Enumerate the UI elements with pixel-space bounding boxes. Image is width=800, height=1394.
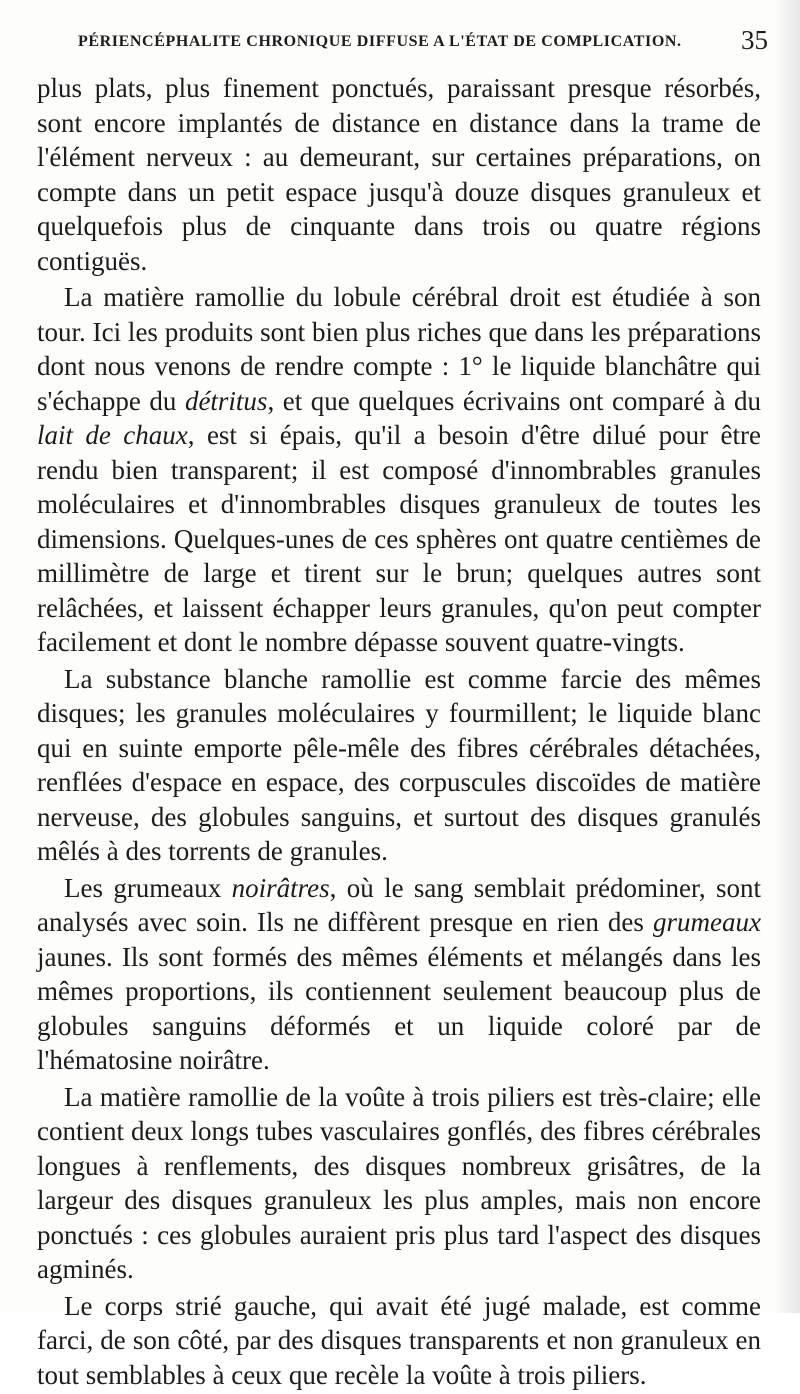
text-run: , est si épais, qu'il a besoin d'être dilué pour être rendu bien transparent; il est composé d'innombrables granules moléculaires et d'innombrables disques granuleux de toutes les dimensions. Quelques-unes de ces sphères ont quatre centièmes de millimètre de large et tirent sur le brun; quelques autres sont relâchées, et laissent échapper leurs granules, qu'on peut compter facilement et dont le nombre dépasse souvent quatre-vingts.	[37, 420, 761, 657]
text-run: plus plats, plus finement ponctués, paraissant presque résorbés, sont encore implantés de distance en distance dans la trame de l'élément nerveux : au demeurant, sur certaines préparations, on compte dans un petit espace jusqu'à douze disques granuleux et quelquefois plus de cinquante dans trois ou quatre régions contiguës.	[37, 73, 761, 276]
text-run: La matière ramollie du lobule cérébral droit est étudiée à son tour. Ici les produits sont bien plus riches que dans les préparations dont nous venons de rendre compte : 1° le liquide blanchâtre qui s'échappe du	[37, 282, 761, 416]
italic-term: lait de chaux	[37, 420, 188, 450]
paragraph	[37, 280, 761, 660]
text-run: Les grumeaux	[64, 872, 232, 903]
paragraph	[37, 1080, 761, 1287]
text-run: Le corps strié gauche, qui avait été jugé malade, est comme farci, de son côté, par des disques transparents et non granuleux en tout semblables à ceux que recèle la voûte à trois piliers.	[37, 1290, 761, 1390]
text-run: , où le sang semblait prédominer, sont analysés avec soin. Ils ne diffèrent presque en rien des	[37, 872, 761, 937]
page-edge-shadow	[774, 0, 800, 1313]
italic-term: grumeaux	[653, 907, 761, 937]
text-run: , et que quelques écrivains ont comparé à du	[267, 385, 761, 416]
paragraph	[37, 1289, 761, 1393]
running-title: PÉRIENCÉPHALITE CHRONIQUE DIFFUSE A L'ÉTAT DE COMPLICATION.	[78, 33, 682, 50]
text-run: La substance blanche ramollie est comme farcie des mêmes disques; les granules moléculaires y fourmillent; le liquide blanc qui en suinte emporte pêle-mêle des fibres cérébrales détachées, renflées d'espace en espace, des corpuscules discoïdes de matière nerveuse, des globules sanguins, et surtout des disques granulés mêlés à des torrents de granules.	[37, 663, 761, 866]
italic-term: détritus	[184, 385, 268, 416]
body-text	[37, 71, 761, 1394]
page-number: 35	[741, 25, 768, 55]
italic-term: noirâtres	[231, 872, 330, 903]
paragraph	[37, 662, 761, 869]
paragraph	[37, 871, 761, 1078]
text-run: jaunes. Ils sont formés des mêmes éléments et mélangés dans les mêmes proportions, ils contiennent seulement beaucoup plus de globules sanguins déformés et un liquide coloré par de l'hématosine noirâtre.	[37, 941, 761, 1075]
paragraph	[37, 71, 761, 278]
text-run: La matière ramollie de la voûte à trois piliers est très-claire; elle contient deux longs tubes vasculaires gonflés, des fibres cérébrales longues à renflements, des disques nombreux grisâtres, de la largeur des disques granuleux les plus amples, mais non encore ponctués : ces globules auraient pris plus tard l'aspect des disques agminés.	[37, 1081, 761, 1284]
running-header	[78, 25, 768, 55]
